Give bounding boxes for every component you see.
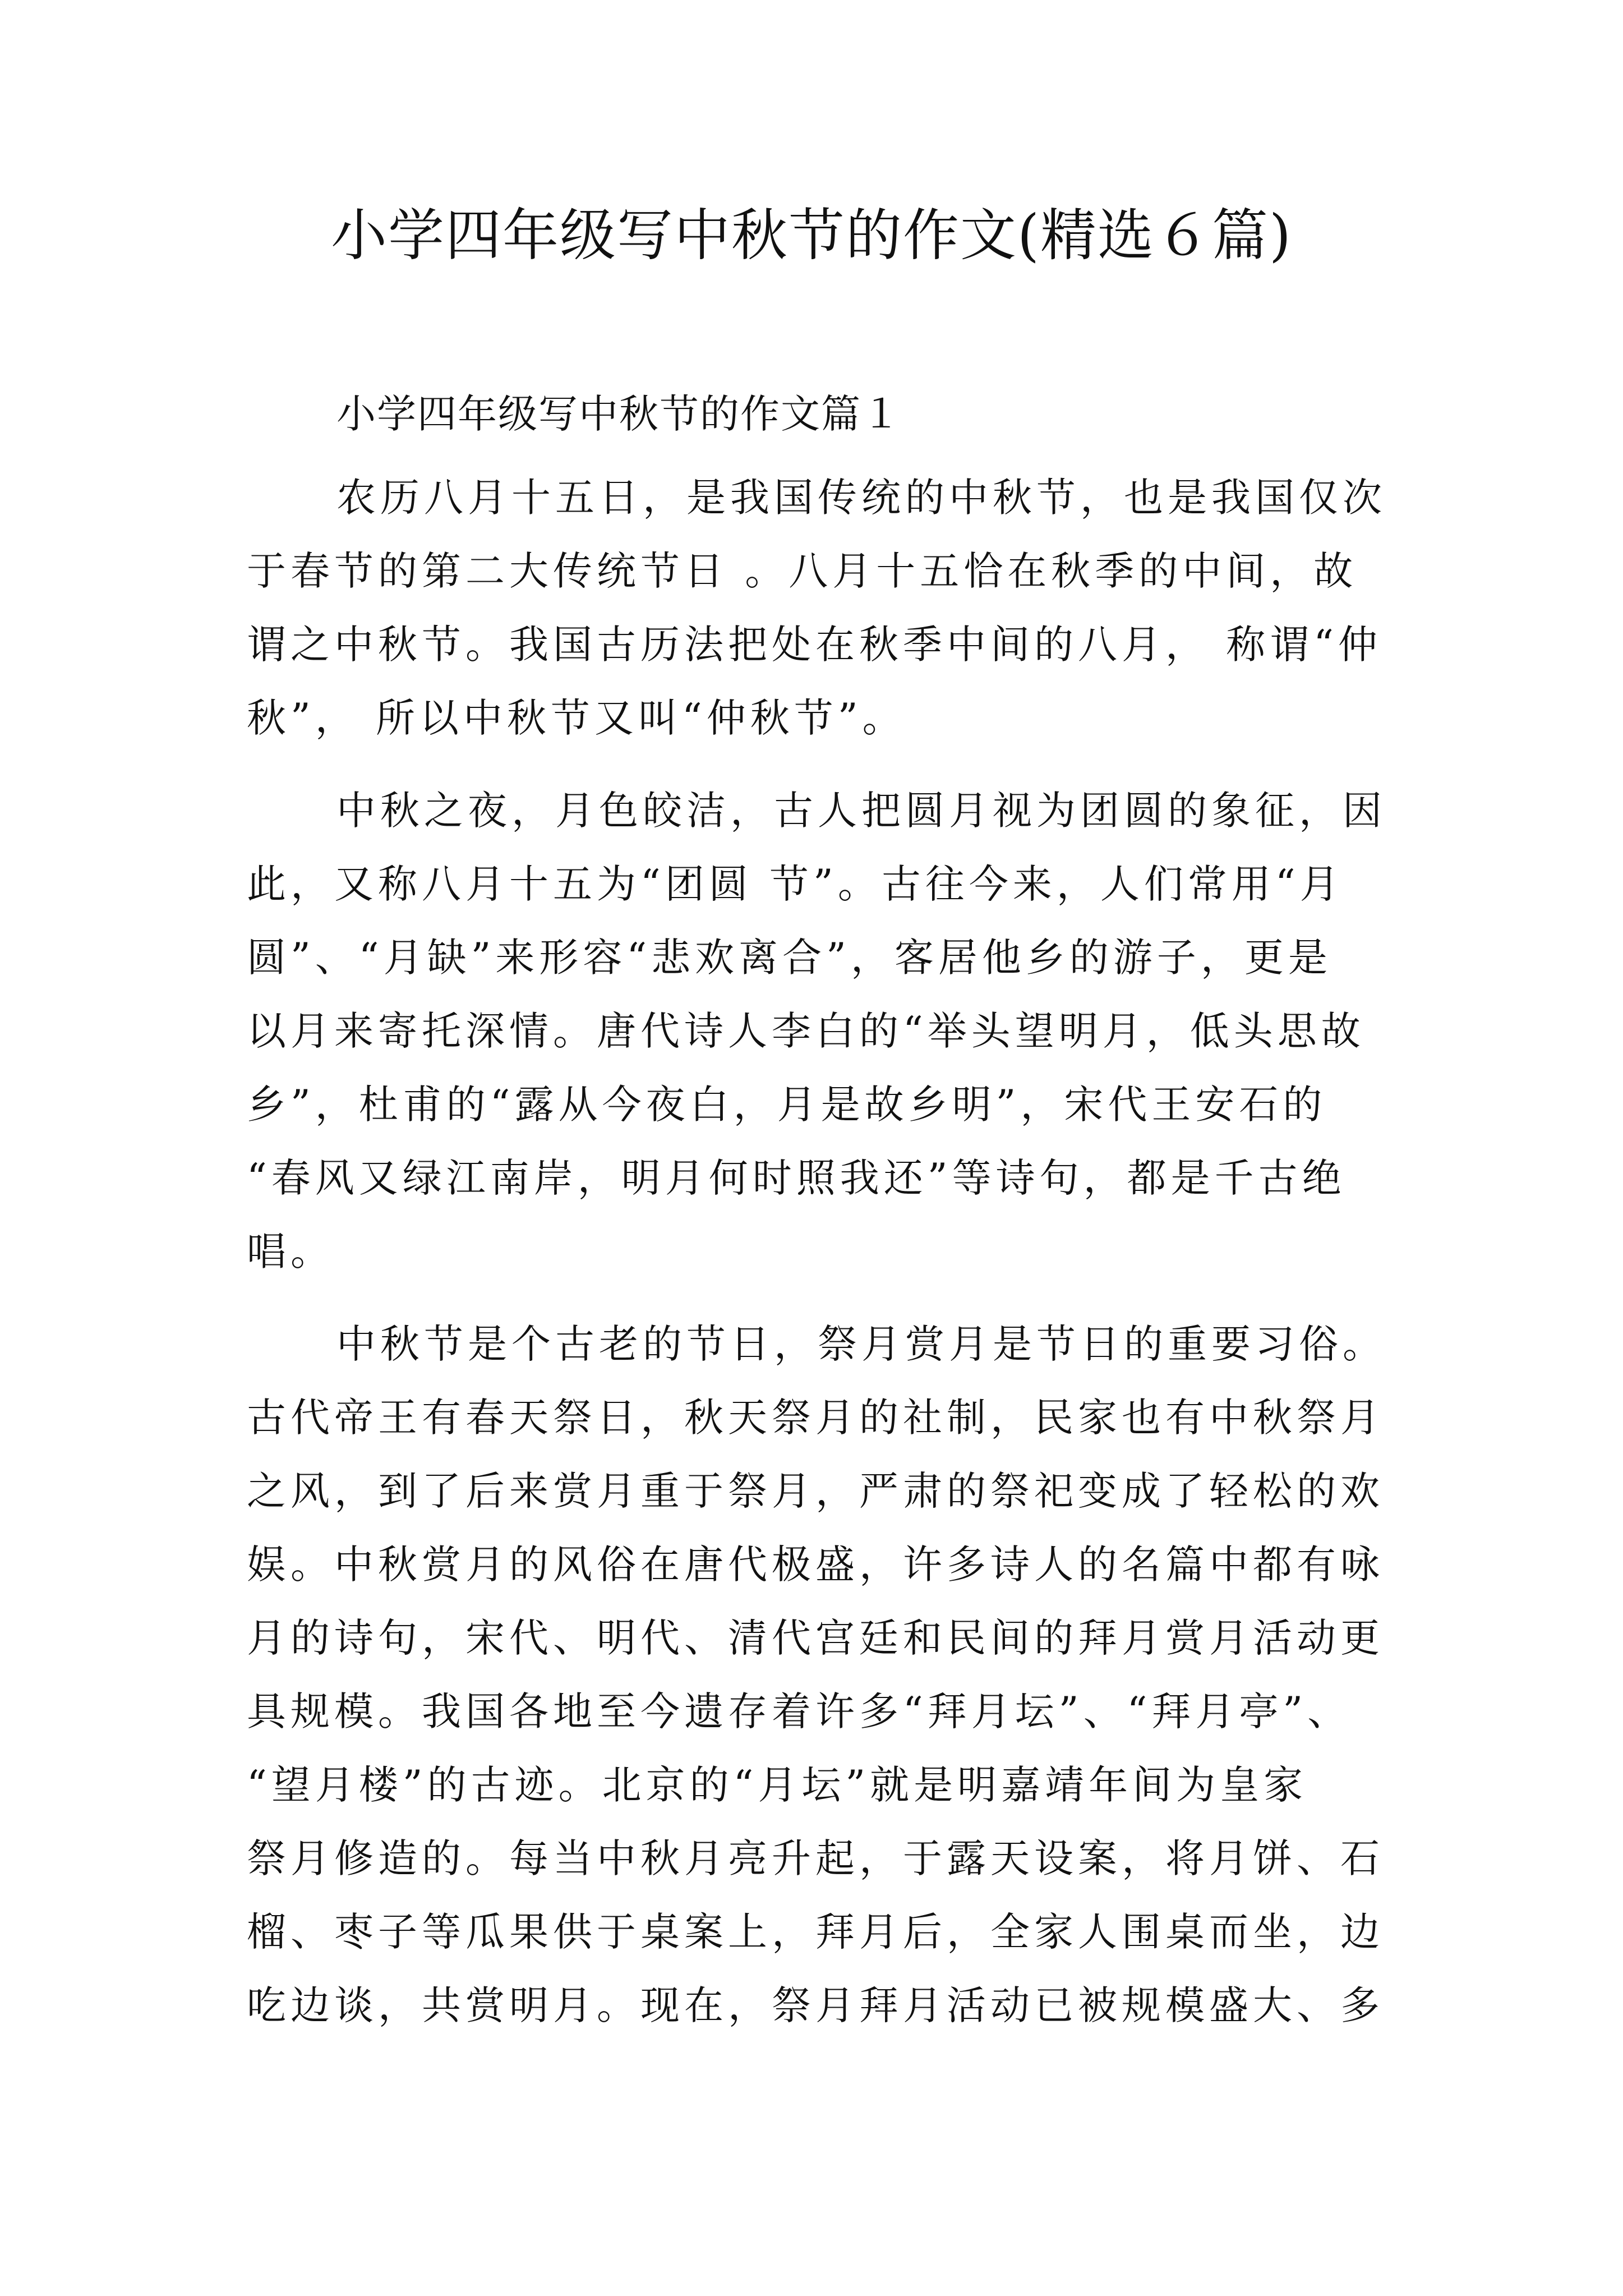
document-title: 小学四年级写中秋节的作文(精选６篇) [330,203,1293,268]
paragraph-line: 榴、枣子等瓜果供于桌案上，拜月后，全家人围桌而坐，边 [247,1909,1384,1955]
paragraph-line: 唱。 [247,1228,334,1274]
paragraph-line: 乡”，杜甫的“露从今夜白，月是故乡明”，宋代王安石的 [247,1082,1327,1128]
paragraph-line: 中秋节是个古老的节日，祭月赏月是节日的重要习俗。 [336,1321,1386,1367]
paragraph-line: 月的诗句，宋代、明代、清代宫廷和民间的拜月赏月活动更 [247,1615,1384,1661]
paragraph-line: 于春节的第二大传统节日 。八月十五恰在秋季的中间，故 [247,548,1358,594]
paragraph-line: 农历八月十五日，是我国传统的中秋节，也是我国仅次 [336,475,1386,521]
document-body [247,386,1402,2042]
paragraph-line: 谓之中秋节。我国古历法把处在秋季中间的八月， 称谓“仲 [247,622,1382,668]
paragraph-2 [247,755,1402,1289]
section-heading: 小学四年级写中秋节的作文篇１ [336,391,902,437]
paragraph-line: 古代帝王有春天祭日，秋天祭月的社制，民家也有中秋祭月 [247,1395,1384,1441]
paragraph-3 [247,1289,1402,2042]
paragraph-line: 以月来寄托深情。唐代诗人李白的“举头望明月，低头思故 [247,1008,1365,1054]
paragraph-line: 吃边谈，共赏明月。现在，祭月拜月活动已被规模盛大、多 [247,1982,1384,2028]
paragraph-line: “春风又绿江南岸，明月何时照我还”等诗句，都是千古绝 [247,1155,1346,1201]
paragraph-line: 具规模。我国各地至今遗存着许多“拜月坛”、“拜月亭”、 [247,1688,1352,1734]
paragraph-1 [247,442,1402,755]
paragraph-line: 之风，到了后来赏月重于祭月，严肃的祭祀变成了轻松的欢 [247,1468,1384,1514]
paragraph-line: 祭月修造的。每当中秋月亮升起，于露天设案，将月饼、石 [247,1835,1384,1881]
paragraph-line: 此，又称八月十五为“团圆 节”。古往今来，人们常用“月 [247,861,1344,907]
paragraph-line: 圆”、“月缺”来形容“悲欢离合”，客居他乡的游子，更是 [247,935,1332,981]
paragraph-line: 中秋之夜，月色皎洁，古人把圆月视为团圆的象征，因 [336,788,1386,834]
paragraph-line: “望月楼”的古迹。北京的“月坛”就是明嘉靖年间为皇家 [247,1762,1308,1808]
paragraph-line: 秋”， 所以中秋节又叫“仲秋节”。 [247,695,906,741]
paragraph-line: 娱。中秋赏月的风俗在唐代极盛，许多诗人的名篇中都有咏 [247,1542,1384,1588]
